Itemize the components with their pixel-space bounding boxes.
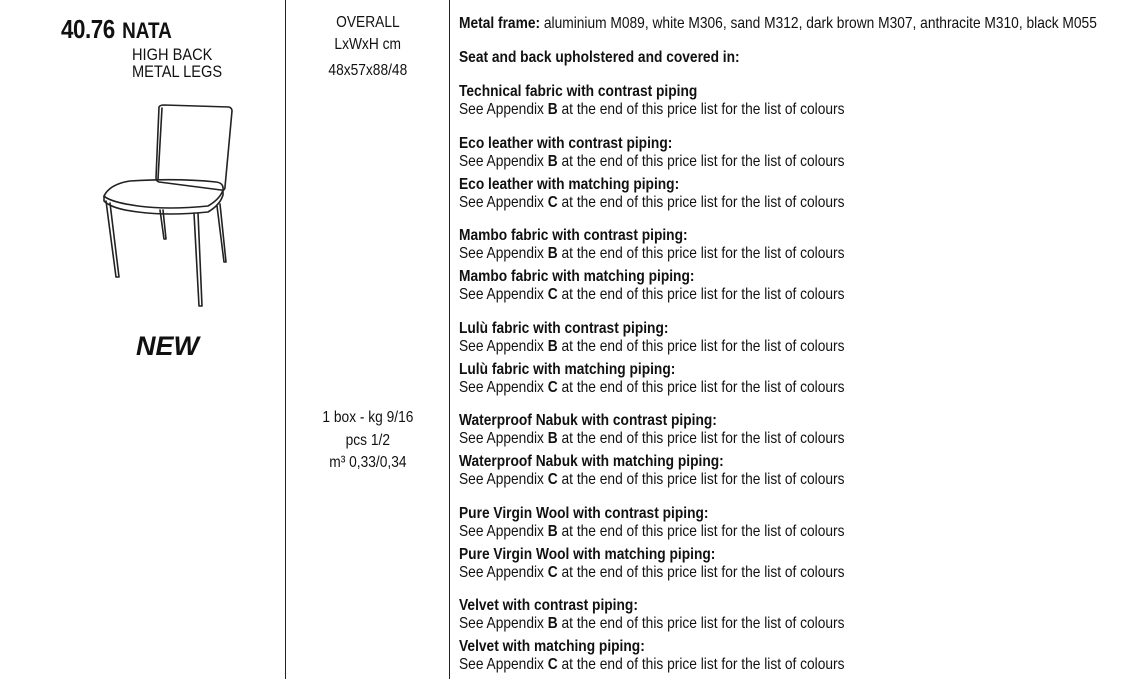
product-name: NATA [122,18,172,43]
upholstery-option-appendix-line [459,656,845,674]
upholstery-option-appendix-line [459,430,845,448]
new-badge: NEW [136,331,199,361]
appendix-letter: C [547,471,558,488]
appendix-prefix: See Appendix [459,245,548,262]
appendix-suffix: at the end of this price list for the list of colours [557,523,845,540]
upholstery-option-title: Eco leather with contrast piping: [459,135,673,152]
appendix-prefix: See Appendix [459,471,548,488]
appendix-suffix: at the end of this price list for the list of colours [557,615,845,632]
upholstery-option-title: Mambo fabric with contrast piping: [459,227,688,244]
appendix-suffix: at the end of this price list for the list of colours [557,656,845,673]
upholstery-option-title: Velvet with contrast piping: [459,597,638,614]
appendix-prefix: See Appendix [459,564,548,581]
appendix-prefix: See Appendix [459,194,548,211]
upholstery-option-appendix-line [459,101,845,119]
appendix-letter: B [547,245,558,262]
appendix-suffix: at the end of this price list for the list of colours [557,194,845,211]
upholstery-option-title: Eco leather with matching piping: [459,176,680,193]
appendix-prefix: See Appendix [459,656,548,673]
appendix-prefix: See Appendix [459,430,548,447]
dimensions-heading: OVERALL [336,14,400,31]
upholstery-option-title: Mambo fabric with matching piping: [459,268,695,285]
appendix-letter: B [547,338,558,355]
appendix-suffix: at the end of this price list for the list of colours [557,564,845,581]
metal-frame-line [459,15,1097,33]
upholstery-heading: Seat and back upholstered and covered in: [459,49,740,66]
upholstery-option-title: Velvet with matching piping: [459,638,645,655]
column-divider-right [449,0,450,679]
upholstery-option-appendix-line [459,615,845,633]
product-subtitle-line-1: HIGH BACK [132,45,213,64]
upholstery-option-appendix-line [459,245,845,263]
upholstery-option-title: Lulù fabric with matching piping: [459,361,676,378]
packaging-box: 1 box - kg 9/16 [322,409,414,426]
appendix-suffix: at the end of this price list for the list of colours [557,153,845,170]
details-column [459,0,1129,679]
appendix-suffix: at the end of this price list for the list of colours [557,471,845,488]
appendix-prefix: See Appendix [459,286,548,303]
appendix-letter: B [547,101,558,118]
appendix-letter: B [547,153,558,170]
appendix-letter: B [547,615,558,632]
product-subtitle-line-2: METAL LEGS [132,62,223,81]
packaging-volume: m³ 0,33/0,34 [329,454,407,471]
upholstery-option-title: Waterproof Nabuk with matching piping: [459,453,724,470]
column-divider-left [285,0,286,679]
upholstery-option-title: Pure Virgin Wool with contrast piping: [459,505,709,522]
product-title [61,14,172,45]
upholstery-option-appendix-line [459,523,845,541]
upholstery-option-appendix-line [459,338,845,356]
upholstery-option-appendix-line [459,379,845,397]
appendix-prefix: See Appendix [459,153,548,170]
appendix-prefix: See Appendix [459,523,548,540]
upholstery-option-title: Waterproof Nabuk with contrast piping: [459,412,717,429]
upholstery-option-appendix-line [459,471,845,489]
appendix-suffix: at the end of this price list for the list of colours [557,245,845,262]
metal-frame-value: aluminium M089, white M306, sand M312, dark brown M307, anthracite M310, black M055 [540,15,1097,32]
upholstery-option-appendix-line [459,153,845,171]
product-code: 40.76 [61,14,115,44]
appendix-letter: C [547,286,558,303]
upholstery-option-appendix-line [459,194,845,212]
appendix-suffix: at the end of this price list for the list of colours [557,430,845,447]
appendix-suffix: at the end of this price list for the list of colours [557,338,845,355]
metal-frame-label: Metal frame: [459,15,541,32]
upholstery-option-title: Pure Virgin Wool with matching piping: [459,546,716,563]
dimensions-values: 48x57x88/48 [328,62,408,79]
appendix-prefix: See Appendix [459,338,548,355]
appendix-letter: C [547,656,558,673]
appendix-prefix: See Appendix [459,101,548,118]
appendix-letter: C [547,379,558,396]
upholstery-option-appendix-line [459,286,845,304]
appendix-suffix: at the end of this price list for the list of colours [557,379,845,396]
appendix-prefix: See Appendix [459,379,548,396]
appendix-letter: B [547,430,558,447]
appendix-letter: C [547,564,558,581]
appendix-suffix: at the end of this price list for the list of colours [557,101,845,118]
chair-illustration-icon [98,102,238,308]
dimensions-units: LxWxH cm [334,36,402,53]
appendix-suffix: at the end of this price list for the list of colours [557,286,845,303]
appendix-letter: C [547,194,558,211]
upholstery-option-appendix-line [459,564,845,582]
appendix-letter: B [547,523,558,540]
packaging-pieces: pcs 1/2 [345,432,391,449]
product-header-column [0,0,286,679]
specs-column [287,0,449,679]
appendix-prefix: See Appendix [459,615,548,632]
upholstery-option-title: Technical fabric with contrast piping [459,83,698,100]
upholstery-option-title: Lulù fabric with contrast piping: [459,320,669,337]
